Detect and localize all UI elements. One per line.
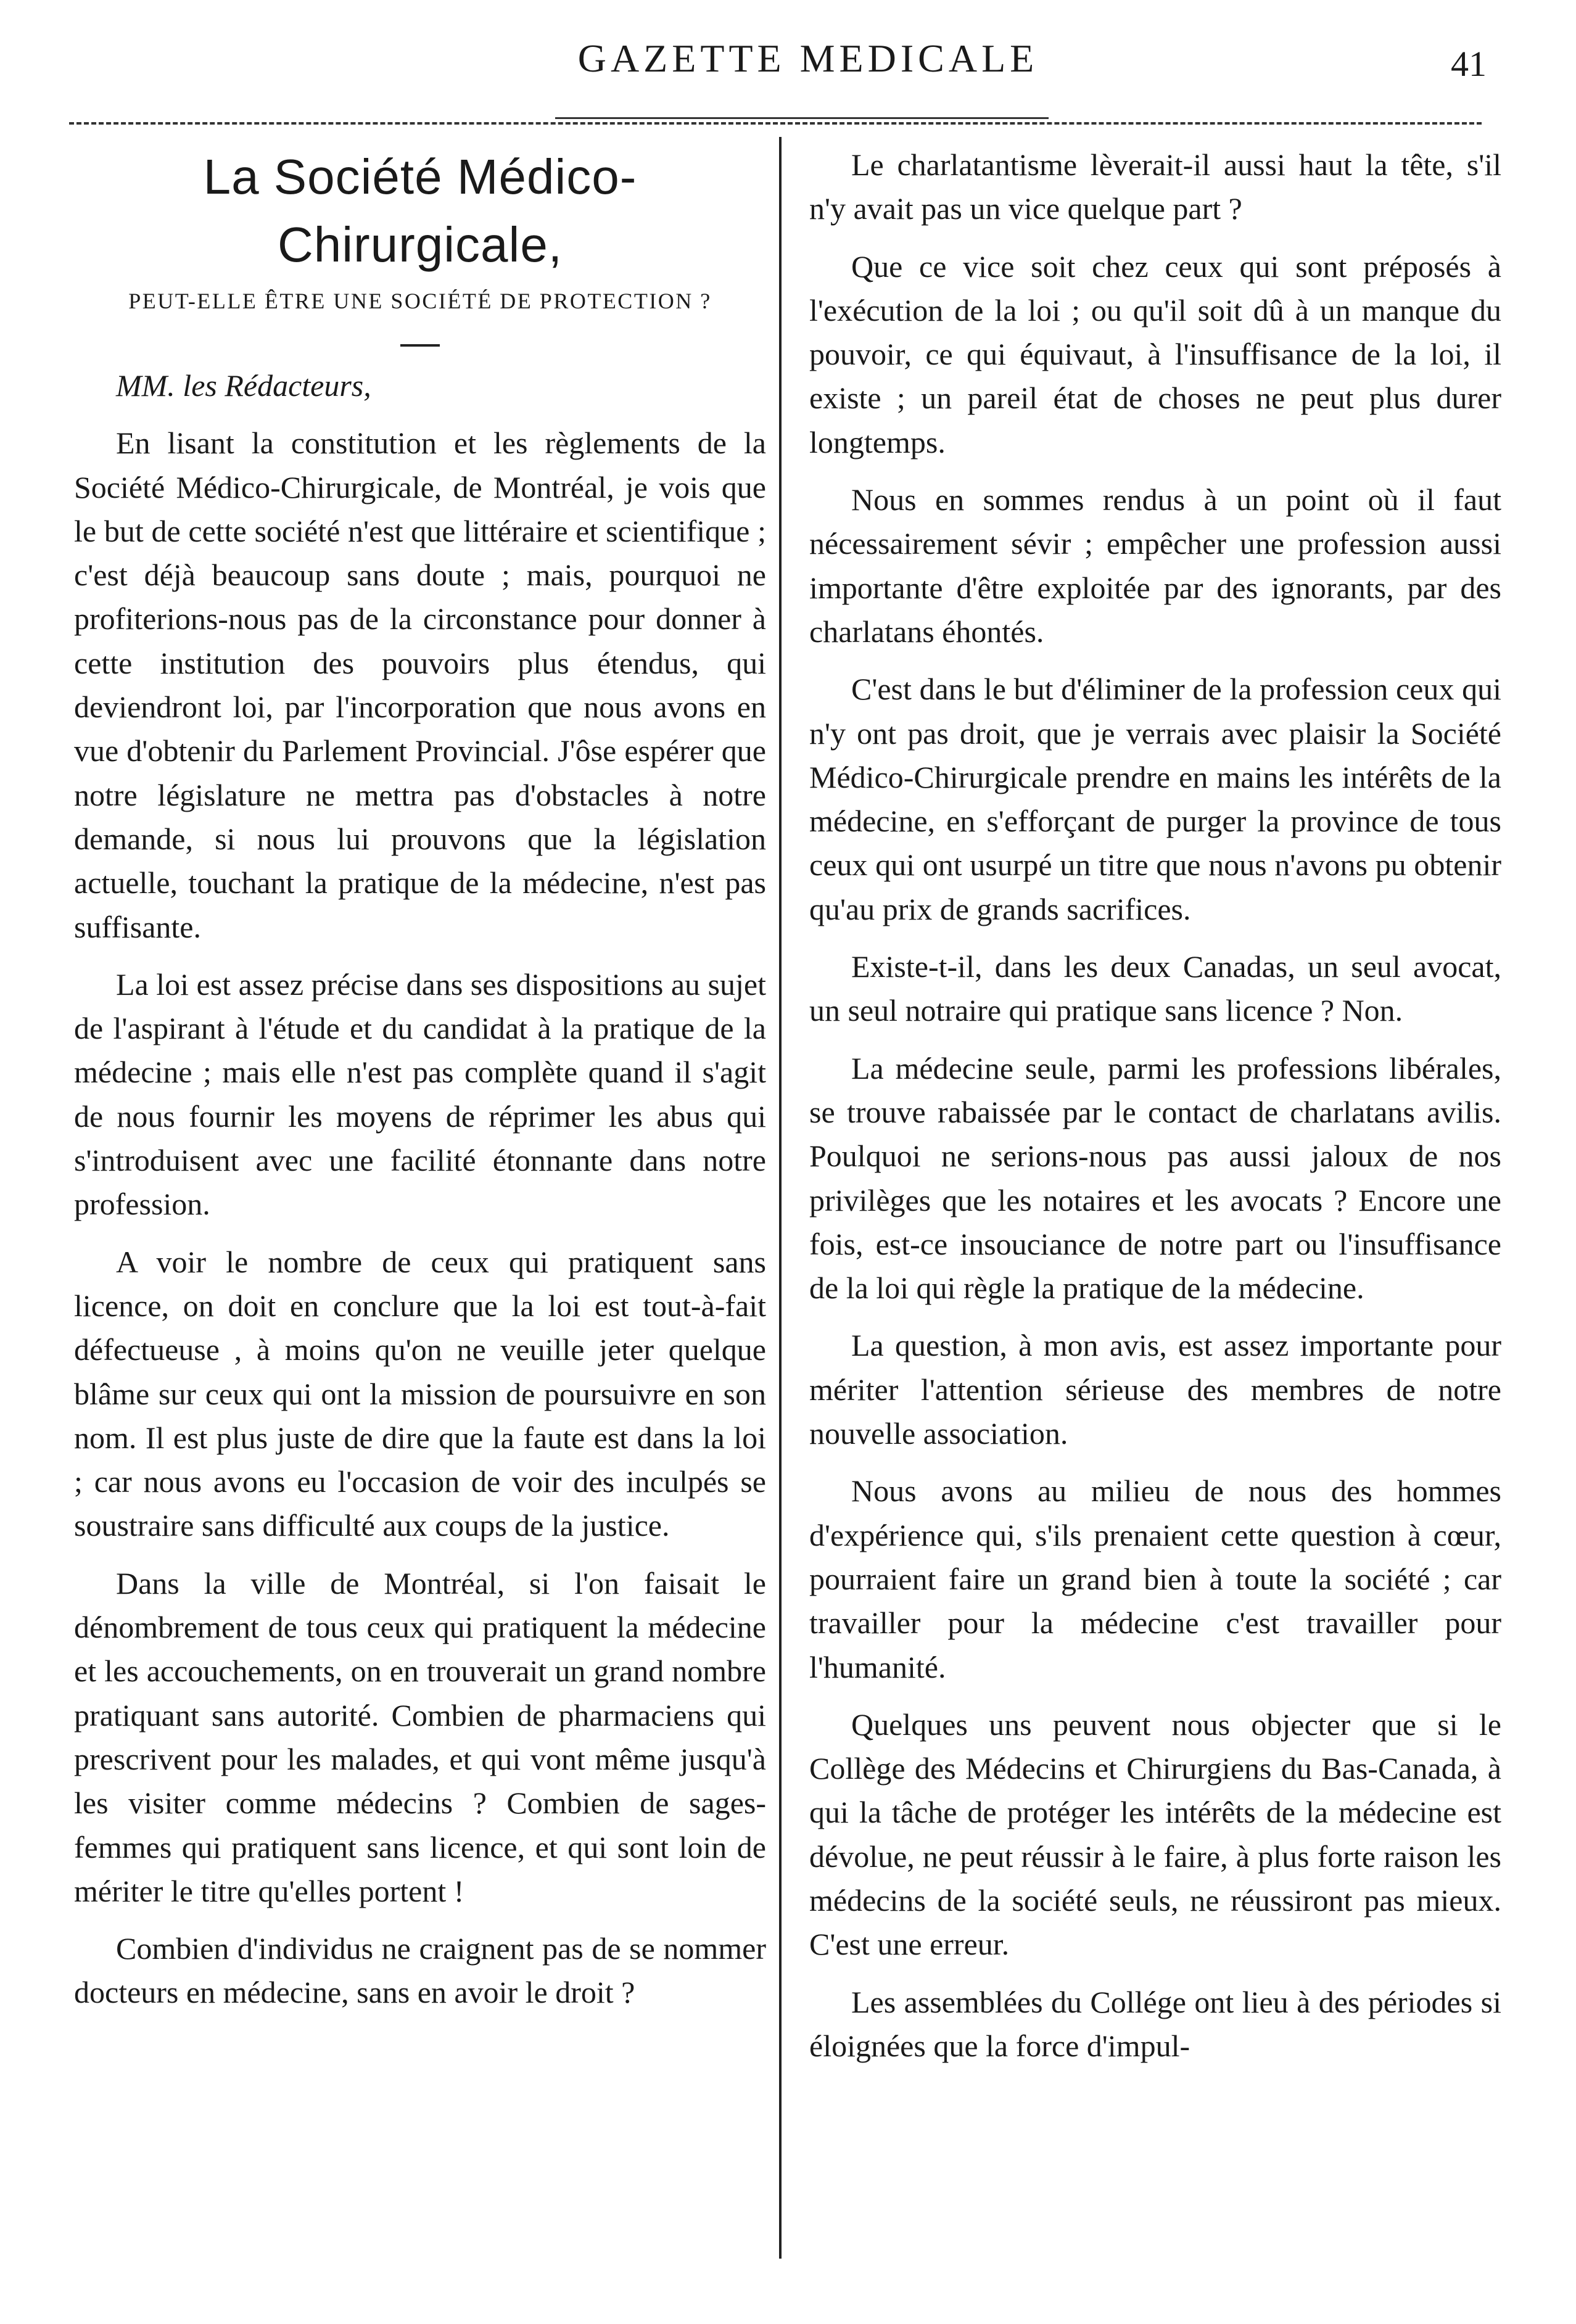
- paragraph: Nous avons au milieu de nous des hommes d'expérience qui, s'ils prenaient cette question à cœur, pourraient faire un grand bien à toute la société ; car travailler pour la médecine c'est travailler pour l'humanité.: [809, 1473, 1501, 1684]
- right-column: [809, 143, 1501, 2277]
- paragraph: Les assemblées du Collége ont lieu à des périodes si éloignées que la force d'impul-: [809, 1984, 1501, 2063]
- paragraph: A voir le nombre de ceux qui pratiquent sans licence, on doit en conclure que la loi est tout-à-fait défectueuse , à moins qu'on ne veuille jeter quelque blâme sur ceux qui ont la mission de poursuivre en son nom. Il est plus juste de dire que la faute est dans la loi ; car nous avons eu l'occasion de voir des inculpés se soustraire sans difficulté aux coups de la justice.: [74, 1244, 766, 1543]
- paragraph: Dans la ville de Montréal, si l'on faisait le dénombrement de tous ceux qui pratiquent la médecine et les accouchements, on en trouverait un grand nombre pratiquant sans autorité. Combien de pharmaciens qui prescrivent pour les malades, et qui vont même jusqu'à les visiter comme médecins ? Combien de sages-femmes qui pratiquent sans licence, et qui sont loin de mériter le titre qu'elles portent !: [74, 1565, 766, 1908]
- paragraph: Quelques uns peuvent nous objecter que si le Collège des Médecins et Chirurgiens du Bas-Canada, à qui la tâche de protéger les intérêts de la médecine est dévolue, ne peut réussir à le faire, à plus forte raison les médecins de la société seuls, ne réussiront pas mieux. C'est une erreur.: [809, 1707, 1501, 1962]
- paragraph: Que ce vice soit chez ceux qui sont préposés à l'exécution de la loi ; ou qu'il soit dû à un manque du pouvoir, ce qui équivaut, à l'insuffisance de la loi, il existe ; un pareil état de choses ne peut plus durer longtemps.: [809, 249, 1501, 459]
- title-divider: [400, 344, 440, 347]
- paragraph: Existe-t-il, dans les deux Canadas, un seul avocat, un seul notraire qui pratique sans licence ? Non.: [809, 949, 1501, 1028]
- running-title: GAZETTE MEDICALE: [577, 36, 1039, 80]
- paragraph: Combien d'individus ne craignent pas de se nommer docteurs en médecine, sans en avoir le droit ?: [74, 1931, 766, 2010]
- article-subtitle: PEUT-ELLE ÊTRE UNE SOCIÉTÉ DE PROTECTION ?: [128, 289, 712, 313]
- left-column: [74, 143, 766, 2277]
- paragraph: La question, à mon avis, est assez importante pour mériter l'attention sérieuse des membres de notre nouvelle association.: [809, 1328, 1501, 1451]
- paragraph: Nous en sommes rendus à un point où il faut nécessairement sévir ; empêcher une profession aussi importante d'être exploitée par des ignorants, par des charlatans éhontés.: [809, 482, 1501, 649]
- header-rule-solid: [555, 117, 1049, 119]
- page-header: [0, 0, 1576, 130]
- salutation: MM. les Rédacteurs,: [116, 368, 371, 403]
- paragraph: En lisant la constitution et les règlements de la Société Médico-Chirurgicale, de Montréal, je vois que le but de cette société n'est que littéraire et scientifique ; c'est déjà beaucoup sans doute ; mais, pourquoi ne profiterions-nous pas de la circonstance pour donner à cette institution des pouvoirs plus étendus, qui deviendront loi, par l'incorporation que nous avons en vue d'obtenir du Parlement Provincial. J'ôse espérer que notre législature ne mettra pas d'obstacles à notre demande, si nous lui prouvons que la législation actuelle, touchant la pratique de la médecine, n'est pas suffisante.: [74, 426, 766, 944]
- column-divider: [779, 137, 782, 2259]
- article-title: La Société Médico-Chirurgicale,: [203, 149, 637, 272]
- paragraph: Le charlatantisme lèverait-il aussi haut la tête, s'il n'y avait pas un vice quelque part ?: [809, 147, 1501, 226]
- paragraph: La médecine seule, parmi les professions libérales, se trouve rabaissée par le contact de charlatans avilis. Poulquoi ne serions-nous pas aussi jaloux de nos privilèges que les notaires et les avocats ? Encore une fois, est-ce insouciance de notre part ou l'insuffisance de la loi qui règle la pratique de la médecine.: [809, 1050, 1501, 1306]
- header-rule: [69, 122, 1482, 125]
- paragraph: La loi est assez précise dans ses dispositions au sujet de l'aspirant à l'étude et du candidat à la pratique de la médecine ; mais elle n'est pas complète quand il s'agit de nous fournir les moyens de réprimer les abus qui s'introduisent avec une facilité étonnante dans notre profession.: [74, 966, 766, 1222]
- paragraph: C'est dans le but d'éliminer de la profession ceux qui n'y ont pas droit, que je verrais avec plaisir la Société Médico-Chirurgicale prendre en mains les intérêts de la médecine, en s'efforçant de purger la province de tous ceux qui ont usurpé un titre que nous n'avons pu obtenir qu'au prix de grands sacrifices.: [809, 672, 1501, 926]
- page-number: 41: [1451, 44, 1487, 84]
